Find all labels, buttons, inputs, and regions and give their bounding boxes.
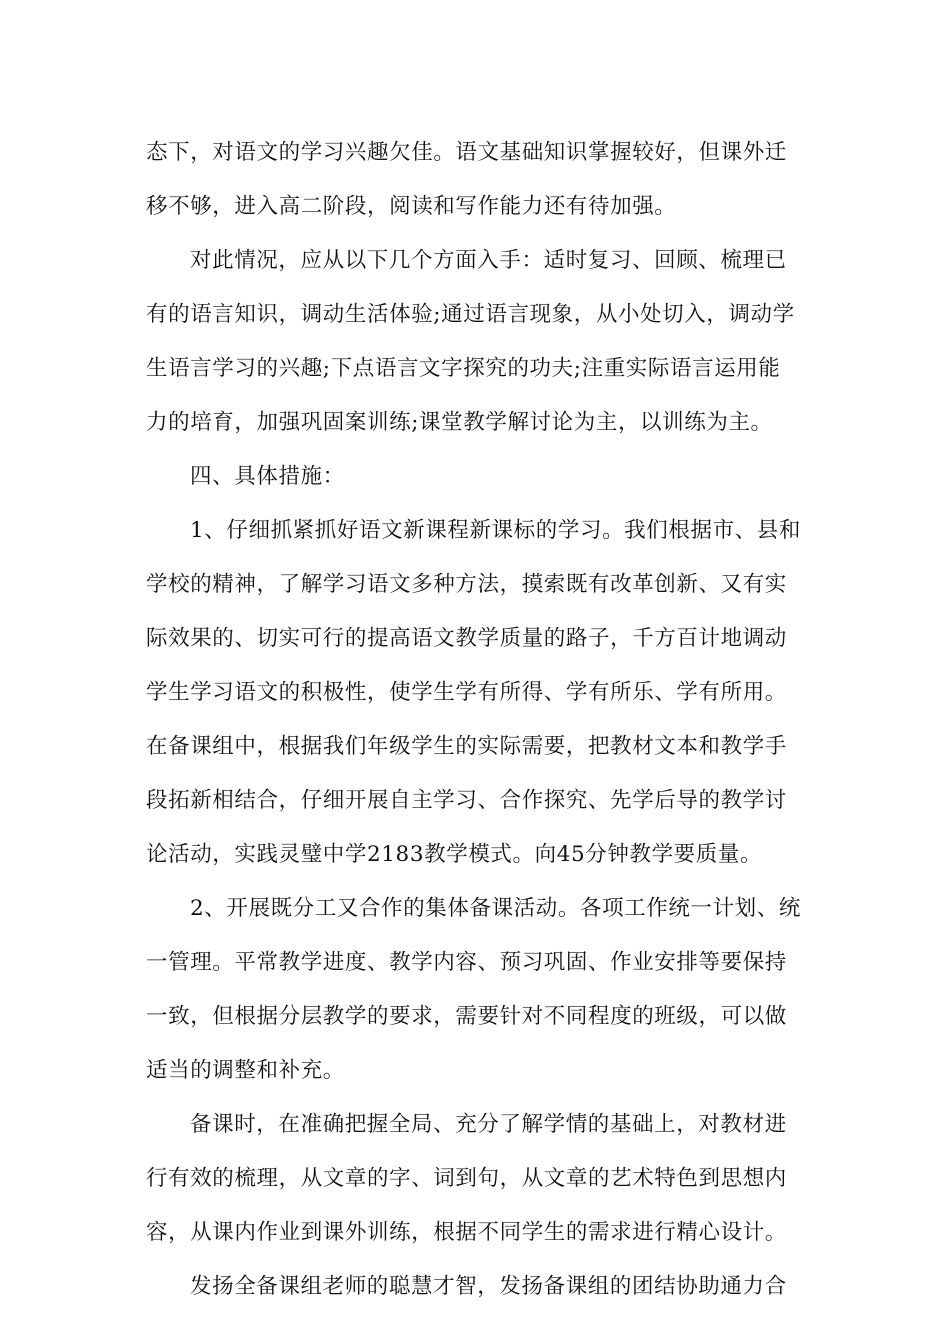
paragraph-start-line: 发扬全备课组老师的聪慧才智，发扬备课组的团结协助通力合: [190, 1274, 787, 1299]
text-line: 论活动，实践灵璧中学2183教学模式。向45分钟教学要质量。: [146, 842, 763, 867]
paragraph-start-line: 备课时，在准确把握全局、充分了解学情的基础上，对教材进: [190, 1112, 787, 1137]
text-line: 学校的精神，了解学习语文多种方法，摸索既有改革创新、又有实: [146, 572, 787, 597]
text-line: 一致，但根据分层教学的要求，需要针对不同程度的班级，可以做: [146, 1004, 787, 1029]
text-line: 适当的调整和补充。: [146, 1058, 345, 1083]
paragraph-start-line: 1、仔细抓紧抓好语文新课程新课标的学习。我们根据市、县和: [190, 518, 801, 543]
text-line: 段拓新相结合，仔细开展自主学习、合作探究、先学后导的教学讨: [146, 788, 787, 813]
text-line: 行有效的梳理，从文章的字、词到句，从文章的艺术特色到思想内: [146, 1166, 787, 1191]
section-heading: 四、具体措施：: [190, 464, 345, 489]
text-line: 力的培育，加强巩固案训练;课堂教学解讨论为主，以训练为主。: [146, 410, 773, 435]
text-line: 一管理。平常教学进度、教学内容、预习巩固、作业安排等要保持: [146, 950, 787, 975]
text-line: 态下，对语文的学习兴趣欠佳。语文基础知识掌握较好，但课外迁: [146, 140, 787, 165]
text-line: 学生学习语文的积极性，使学生学有所得、学有所乐、学有所用。: [146, 680, 787, 705]
text-line: 有的语言知识，调动生活体验;通过语言现象，从小处切入，调动学: [146, 302, 795, 327]
document-body: [146, 126, 810, 1314]
text-line: 容，从课内作业到课外训练，根据不同学生的需求进行精心设计。: [146, 1220, 787, 1245]
paragraph-start-line: 2、开展既分工又合作的集体备课活动。各项工作统一计划、统: [190, 896, 801, 921]
text-line: 移不够，进入高二阶段，阅读和写作能力还有待加强。: [146, 194, 677, 219]
text-line: 际效果的、切实可行的提高语文教学质量的路子，千方百计地调动: [146, 626, 787, 651]
text-line: 在备课组中，根据我们年级学生的实际需要，把教材文本和教学手: [146, 734, 787, 759]
paragraph-start-line: 对此情况，应从以下几个方面入手：适时复习、回顾、梳理已: [190, 248, 787, 273]
text-line: 生语言学习的兴趣;下点语言文字探究的功夫;注重实际语言运用能: [146, 356, 781, 381]
